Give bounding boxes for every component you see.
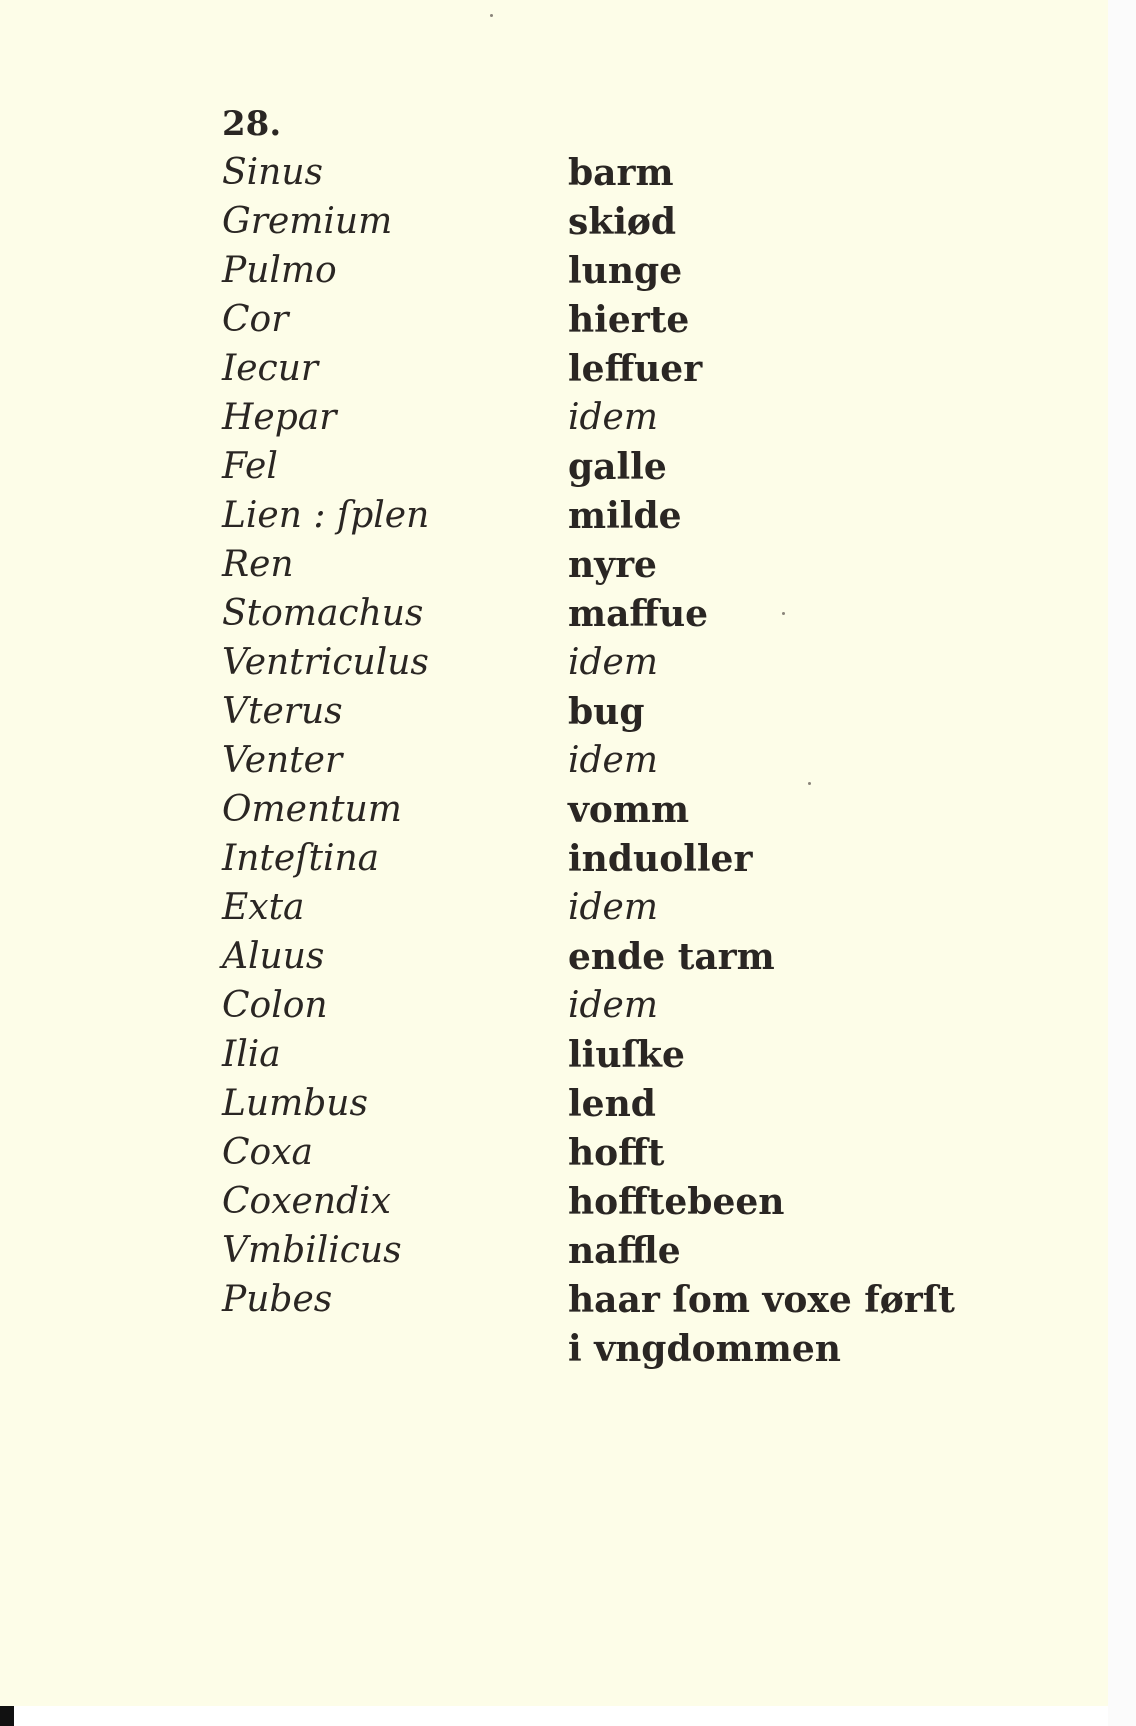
latin-term: Gremium (222, 201, 393, 242)
latin-term: Iecur (222, 348, 319, 389)
glossary-row (0, 836, 1108, 885)
danish-continuation: i vngdommen (568, 1328, 841, 1370)
danish-term: idem (568, 740, 658, 781)
latin-term: Pubes (222, 1279, 333, 1320)
glossary-row (0, 640, 1108, 689)
danish-term: milde (568, 495, 682, 537)
latin-term: Fel (222, 446, 278, 487)
danish-term: vomm (568, 789, 690, 831)
latin-term: Vterus (222, 691, 343, 732)
glossary-row (0, 1179, 1108, 1228)
latin-term: Ren (222, 544, 294, 585)
glossary-row (0, 297, 1108, 346)
latin-term: Coxendix (222, 1181, 391, 1222)
glossary-row (0, 1081, 1108, 1130)
glossary-row (0, 934, 1108, 983)
danish-term: skiød (568, 201, 677, 243)
latin-term: Ilia (222, 1034, 281, 1075)
latin-term: Exta (222, 887, 305, 928)
latin-term: Vmbilicus (222, 1230, 402, 1271)
danish-term: hierte (568, 299, 690, 341)
glossary-row (0, 542, 1108, 591)
danish-term: hofftebeen (568, 1181, 785, 1223)
danish-term: lend (568, 1083, 656, 1125)
page-number: 28. (222, 104, 282, 144)
latin-term: Cor (222, 299, 289, 340)
glossary-row (0, 150, 1108, 199)
danish-term: idem (568, 397, 658, 438)
danish-term: idem (568, 985, 658, 1026)
latin-term: Coxa (222, 1132, 313, 1173)
latin-term: Lien : ſplen (222, 495, 430, 536)
danish-term: barm (568, 152, 674, 194)
glossary-row (0, 346, 1108, 395)
glossary-row (0, 787, 1108, 836)
glossary-row (0, 1032, 1108, 1081)
glossary-row (0, 885, 1108, 934)
glossary-row (0, 395, 1108, 444)
scan-margin (1108, 0, 1136, 1726)
danish-term: ende tarm (568, 936, 775, 978)
latin-term: Stomachus (222, 593, 424, 634)
danish-term: hofft (568, 1132, 665, 1174)
danish-term: naffle (568, 1230, 681, 1272)
glossary-row (0, 738, 1108, 787)
danish-term: nyre (568, 544, 657, 586)
danish-term: haar ſom voxe førſt (568, 1279, 955, 1321)
glossary-list (0, 150, 1108, 1326)
glossary-row (0, 1228, 1108, 1277)
danish-term: idem (568, 642, 658, 683)
danish-term: induoller (568, 838, 753, 880)
glossary-row (0, 248, 1108, 297)
paper-speck (490, 14, 493, 17)
latin-term: Ventriculus (222, 642, 429, 683)
glossary-row (0, 199, 1108, 248)
glossary-row (0, 591, 1108, 640)
latin-term: Lumbus (222, 1083, 368, 1124)
danish-term: lunge (568, 250, 683, 292)
latin-term: Inteſtina (222, 838, 380, 879)
latin-term: Sinus (222, 152, 324, 193)
danish-term: idem (568, 887, 658, 928)
glossary-row (0, 493, 1108, 542)
danish-term: leffuer (568, 348, 703, 390)
danish-term: maffue (568, 593, 709, 635)
glossary-row (0, 444, 1108, 493)
latin-term: Omentum (222, 789, 402, 830)
scan-edge-mark (0, 1706, 14, 1726)
latin-term: Colon (222, 985, 328, 1026)
glossary-row (0, 1277, 1108, 1326)
danish-term: liuſke (568, 1034, 685, 1076)
latin-term: Pulmo (222, 250, 337, 291)
glossary-row (0, 689, 1108, 738)
glossary-row (0, 983, 1108, 1032)
danish-term: bug (568, 691, 645, 733)
danish-term: galle (568, 446, 667, 488)
glossary-row (0, 1130, 1108, 1179)
latin-term: Aluus (222, 936, 325, 977)
latin-term: Venter (222, 740, 343, 781)
latin-term: Hepar (222, 397, 337, 438)
